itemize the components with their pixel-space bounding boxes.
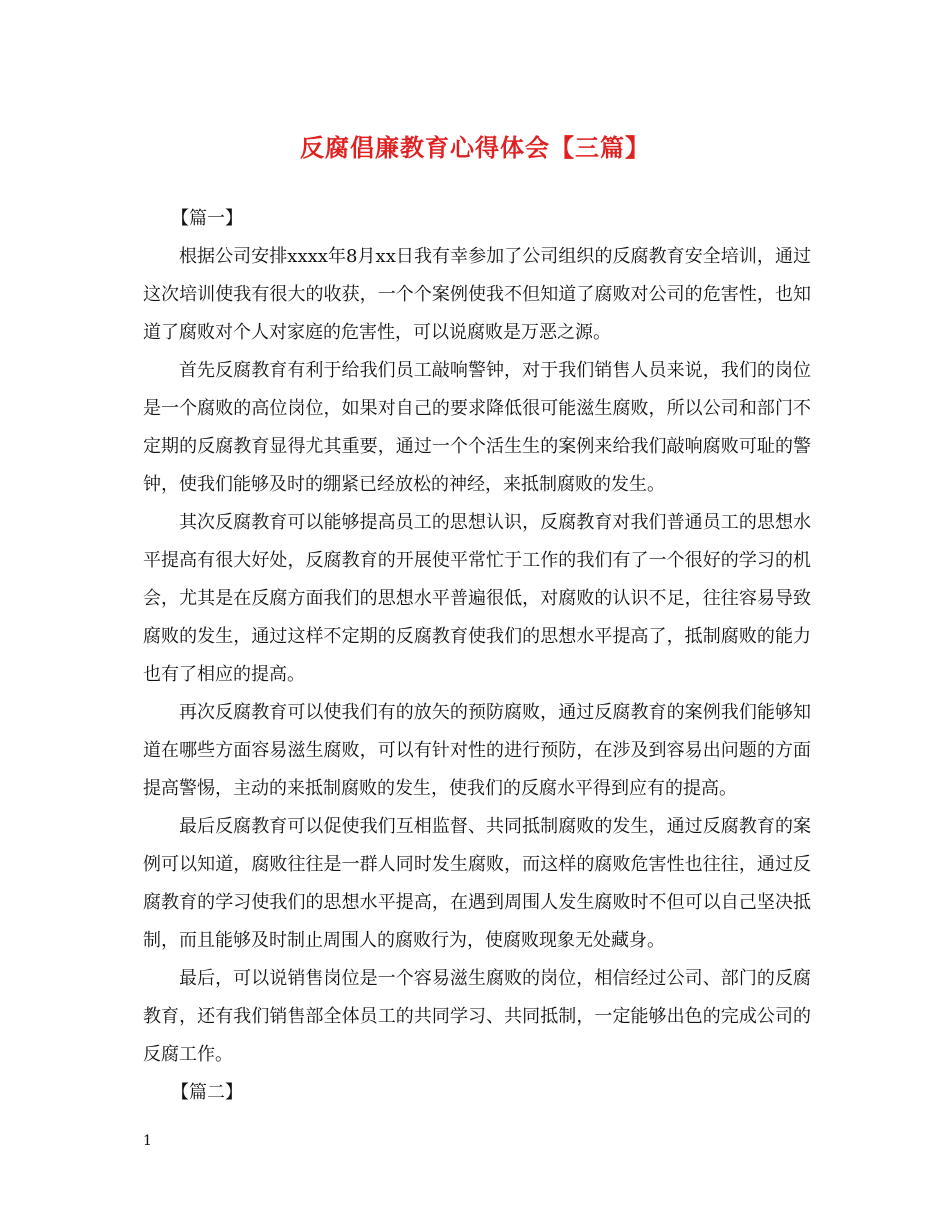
- paragraph-2: 首先反腐教育有利于给我们员工敲响警钟，对于我们销售人员来说，我们的岗位是一个腐败的高位岗位，如果对自己的要求降低很可能滋生腐败，所以公司和部门不定期的反腐教育显得尤其重要，通过一个个活生生的案例来给我们敲响腐败可耻的警钟，使我们能够及时的绷紧已经放松的神经，来抵制腐败的发生。: [143, 360, 811, 495]
- page-number: 1: [143, 1133, 152, 1149]
- document-title: 反腐倡廉教育心得体会【三篇】: [300, 133, 650, 162]
- paragraph-1: 根据公司安排xxxx年8月xx日我有幸参加了公司组织的反腐教育安全培训，通过这次培训使我有很大的收获，一个个案例使我不但知道了腐败对公司的危害性，也知道了腐败对个人对家庭的危害性，可以说腐败是万恶之源。: [143, 246, 811, 343]
- paragraph-6: 最后，可以说销售岗位是一个容易滋生腐败的岗位，相信经过公司、部门的反腐教育，还有我们销售部全体员工的共同学习、共同抵制，一定能够出色的完成公司的反腐工作。: [143, 968, 811, 1065]
- paragraph-3: 其次反腐教育可以能够提高员工的思想认识，反腐教育对我们普通员工的思想水平提高有很大好处，反腐教育的开展使平常忙于工作的我们有了一个很好的学习的机会，尤其是在反腐方面我们的思想水平普遍很低，对腐败的认识不足，往往容易导致腐败的发生，通过这样不定期的反腐教育使我们的思想水平提高了，抵制腐败的能力也有了相应的提高。: [143, 512, 811, 685]
- paragraph-5: 最后反腐教育可以促使我们互相监督、共同抵制腐败的发生，通过反腐教育的案例可以知道，腐败往往是一群人同时发生腐败，而这样的腐败危害性也往往，通过反腐教育的学习使我们的思想水平提高，在遇到周围人发生腐败时不但可以自己坚决抵制，而且能够及时制止周围人的腐败行为，使腐败现象无处藏身。: [143, 816, 811, 951]
- section-heading-2: 【篇二】: [171, 1082, 243, 1103]
- section-heading-1: 【篇一】: [171, 208, 243, 229]
- paragraph-4: 再次反腐教育可以使我们有的放矢的预防腐败，通过反腐教育的案例我们能够知道在哪些方面容易滋生腐败，可以有针对性的进行预防，在涉及到容易出问题的方面提高警惕，主动的来抵制腐败的发生，使我们的反腐水平得到应有的提高。: [143, 702, 811, 799]
- document-body: [143, 200, 811, 1112]
